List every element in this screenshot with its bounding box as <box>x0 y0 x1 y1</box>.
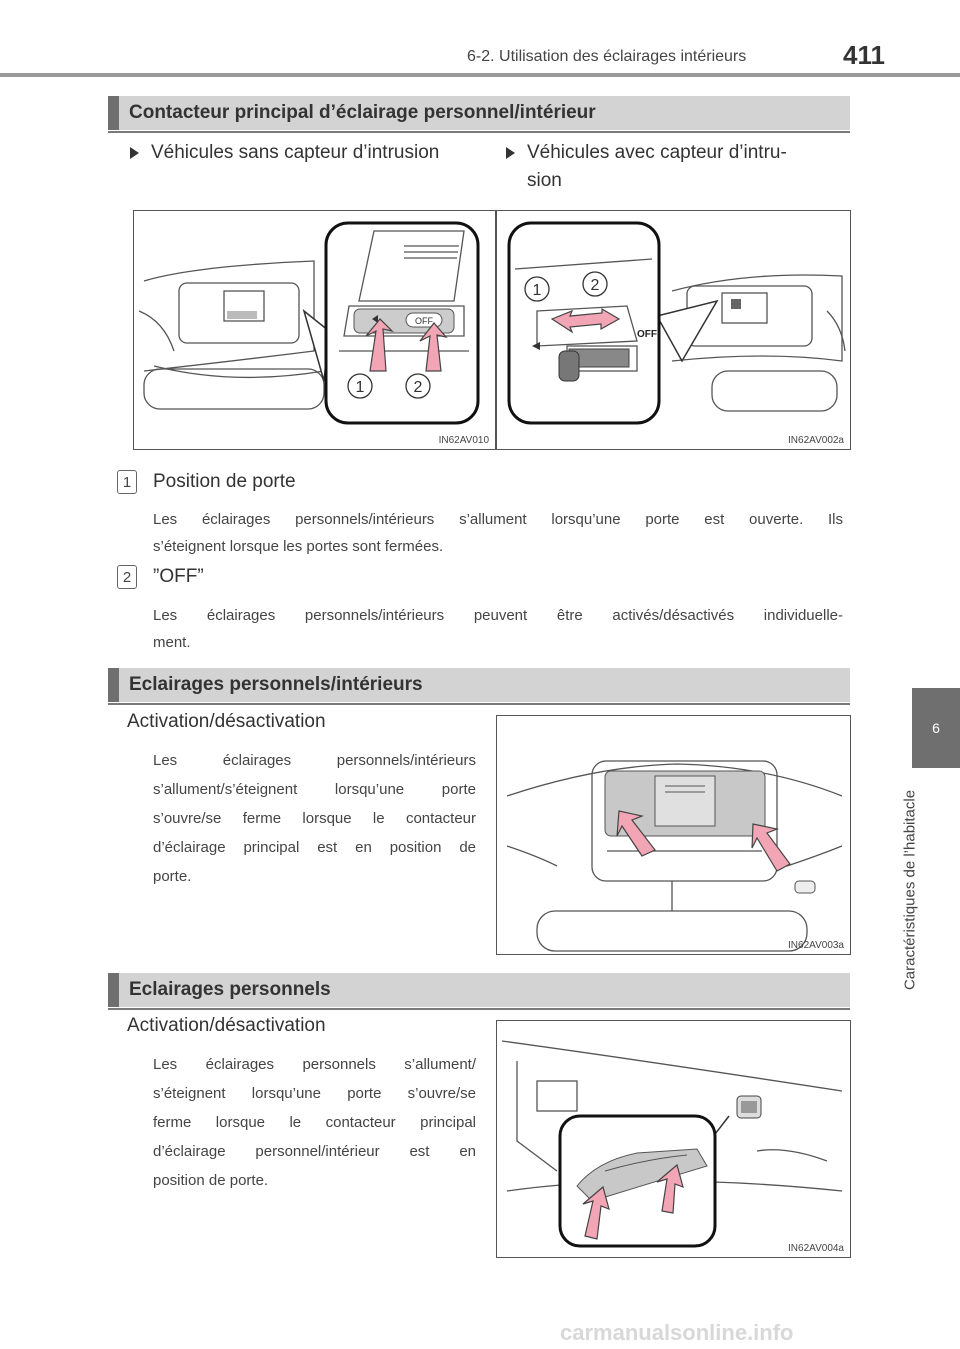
text-personal-interior <box>153 746 476 891</box>
illustration-console-with-sensor <box>497 211 850 449</box>
text-line: position de porte. <box>153 1172 269 1189</box>
bullet-triangle-icon <box>130 147 139 159</box>
figure-personal <box>496 1020 851 1258</box>
text-line: s’éteignent lorsqu’une porte s’ouvre/se <box>153 1085 476 1102</box>
figure-code-personal-interior: IN62AV003a <box>788 940 844 951</box>
callout-1-right: 1 <box>532 282 542 299</box>
variant-right-label-2: sion <box>527 170 562 191</box>
off-label: OFF <box>415 316 433 326</box>
running-header <box>455 44 845 70</box>
text-line: Les éclairages personnels s’allument/ <box>153 1056 476 1073</box>
callout-2: 2 <box>413 379 423 396</box>
off-label-right: OFF <box>637 329 657 340</box>
item-text-2 <box>153 602 843 656</box>
header-rule <box>0 73 960 77</box>
text-line: d’éclairage principal est en position de <box>153 839 476 856</box>
section-title-personal: Eclairages personnels <box>129 979 331 1000</box>
section-header-main-switch <box>108 96 850 130</box>
illustration-console-no-sensor <box>134 211 495 449</box>
text-line: d’éclairage personnel/intérieur est en <box>153 1143 476 1160</box>
figure-main-switch-left <box>133 210 496 450</box>
item-number-badge-2: 2 <box>117 565 137 589</box>
arrow-icon <box>752 824 790 871</box>
page-number: 411 <box>843 40 885 70</box>
callout-1: 1 <box>355 379 365 396</box>
chapter-title-vertical <box>895 780 925 1000</box>
text-line: s’ouvre/se ferme lorsque le contacteur <box>153 810 476 827</box>
figure-code-right: IN62AV002a <box>788 435 844 446</box>
illustration-overhead-console <box>497 716 850 954</box>
chapter-title: Caractéristiques de l’habitacle <box>901 789 919 991</box>
text-line: s’allument/s’éteignent lorsqu’une porte <box>153 781 476 798</box>
item-text-1-line2: s’éteignent lorsque les portes sont fermées. <box>153 538 444 555</box>
figure-main-switch-right <box>496 210 851 450</box>
subtitle-personal-interior: Activation/désactivation <box>127 711 326 732</box>
section-header-personal-interior <box>108 668 850 702</box>
item-title-1: Position de porte <box>153 471 296 492</box>
text-line: porte. <box>153 868 192 885</box>
item-text-2-line2: ment. <box>153 634 191 651</box>
item-title-2: ”OFF” <box>153 566 204 587</box>
section-title: 6-2. Utilisation des éclairages intérieurs <box>467 48 747 65</box>
section-title-personal-interior: Eclairages personnels/intérieurs <box>129 674 423 695</box>
variant-right <box>506 142 851 192</box>
figure-code-personal: IN62AV004a <box>788 1243 844 1254</box>
subtitle-personal: Activation/désactivation <box>127 1015 326 1036</box>
section-title-main-switch: Contacteur principal d’éclairage personnel/intérieur <box>129 102 596 123</box>
chapter-tab: 6 <box>912 688 960 768</box>
item-number-badge-1: 1 <box>117 470 137 494</box>
variant-right-label-1: Véhicules avec capteur d’intru- <box>527 142 787 163</box>
watermark: carmanualsonline.info <box>560 1320 794 1345</box>
callout-2-right: 2 <box>590 277 600 294</box>
text-line: Les éclairages personnels/intérieurs <box>153 752 476 769</box>
variant-left-label: Véhicules sans capteur d’intrusion <box>151 142 440 163</box>
text-line: ferme lorsque le contacteur principal <box>153 1114 476 1131</box>
item-text-1 <box>153 506 843 560</box>
figure-personal-interior <box>496 715 851 955</box>
item-text-1-line1: Les éclairages personnels/intérieurs s’allument lorsqu’une porte est ouverte. Ils <box>153 511 843 528</box>
illustration-rear-ceiling-light <box>497 1021 850 1257</box>
item-text-2-line1: Les éclairages personnels/intérieurs peuvent être activés/désactivés individuelle- <box>153 607 843 624</box>
text-personal <box>153 1050 476 1195</box>
section-header-personal <box>108 973 850 1007</box>
variant-left <box>130 142 439 164</box>
bullet-triangle-icon <box>506 147 515 159</box>
figure-code-left: IN62AV010 <box>438 435 489 446</box>
